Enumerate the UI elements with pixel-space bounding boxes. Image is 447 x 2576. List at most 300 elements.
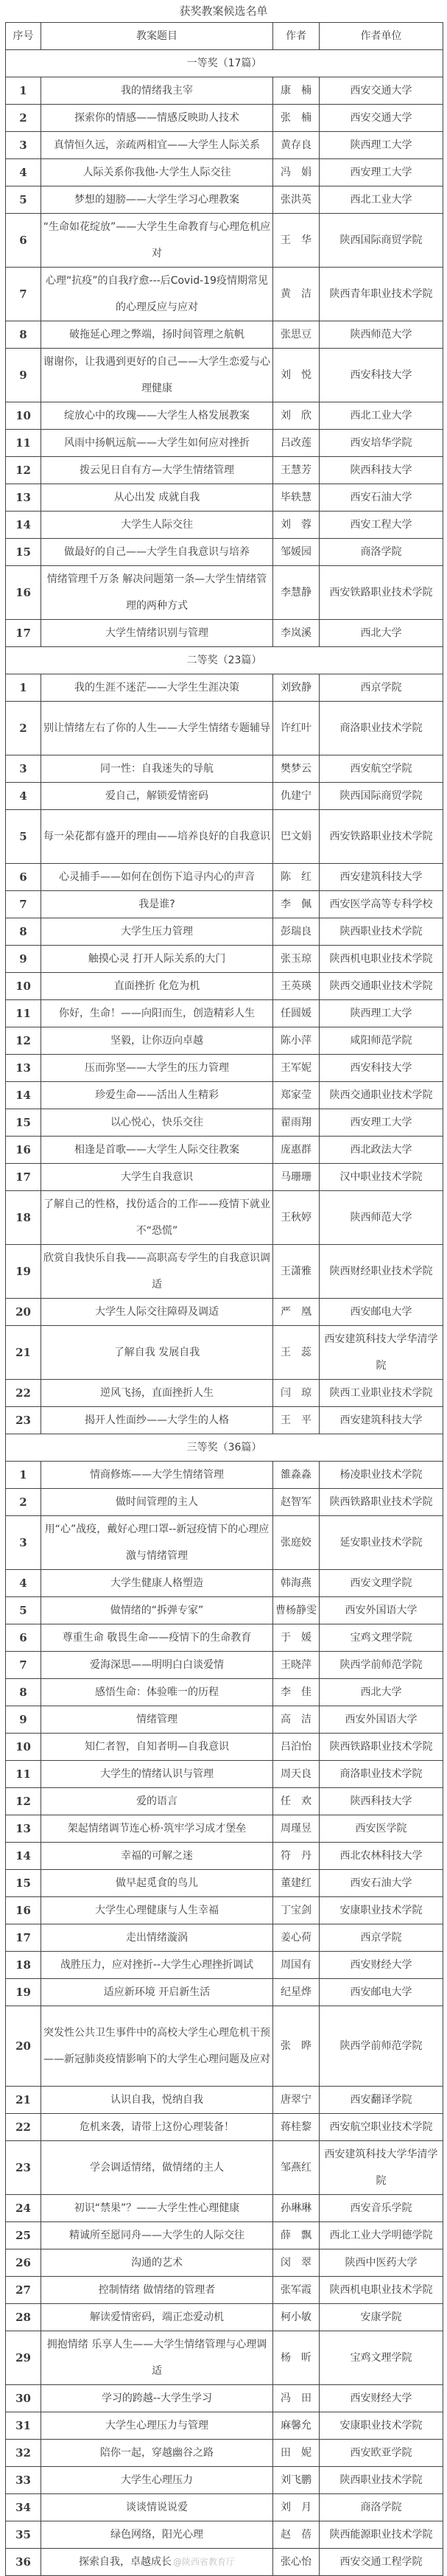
row-number: 9 (6, 1706, 41, 1734)
row-number: 17 (6, 620, 41, 647)
table-row (6, 77, 443, 105)
row-number: 8 (6, 321, 41, 349)
row-number: 11 (6, 1000, 41, 1027)
lesson-title: 绽放心中的玫瑰——大学生人格发展教案 (41, 402, 273, 430)
author-unit: 西安科技大学 (320, 349, 443, 402)
row-number: 10 (6, 1734, 41, 1761)
author-unit: 安康职业技术学院 (320, 1897, 443, 1924)
table-row (6, 1706, 443, 1734)
author-name: 曹杨静雯 (273, 1597, 320, 1624)
table-row (6, 1679, 443, 1706)
author-unit: 西安医学高等专科学校 (320, 891, 443, 918)
lesson-title: 风雨中扬帆远航——大学生如何应对挫折 (41, 430, 273, 457)
author-name: 刘 欣 (273, 402, 320, 430)
author-name: 张 晔 (273, 2006, 320, 2087)
table-row (6, 2222, 443, 2249)
row-number: 3 (6, 755, 41, 783)
lesson-title: 做早起觅食的鸟儿 (41, 1870, 273, 1897)
table-row (6, 2249, 443, 2277)
row-number: 7 (6, 891, 41, 918)
table-row (6, 1516, 443, 1570)
row-number: 5 (6, 1597, 41, 1624)
table-row (6, 2304, 443, 2331)
lesson-title: 梦想的翅膀——大学生学习心理教案 (41, 186, 273, 214)
author-unit: 西北农林科技大学 (320, 1843, 443, 1870)
section-label: 二等奖（23篇） (6, 647, 443, 674)
lesson-title: 了解自己的性格，找份适合的工作——疫情下就业不“恐慌” (41, 1191, 273, 1245)
table-row (6, 1462, 443, 1489)
row-number: 5 (6, 810, 41, 864)
table-row (6, 1979, 443, 2006)
row-number: 1 (6, 674, 41, 702)
author-unit: 陕西科技大学 (320, 1788, 443, 1815)
row-number: 33 (6, 2467, 41, 2494)
row-number: 10 (6, 402, 41, 430)
author-unit: 商洛学院 (320, 2494, 443, 2521)
section-header-row (6, 1434, 443, 1462)
author-unit: 西安铁路职业技术学院 (320, 810, 443, 864)
table-row (6, 1380, 443, 1407)
lesson-title: 大学生心理健康与人生幸福 (41, 1897, 273, 1924)
lesson-title: 破拖延心理之弊端，扬时间管理之航帆 (41, 321, 273, 349)
column-header-title: 教案题目 (41, 23, 273, 50)
author-name: 任 欢 (273, 1788, 320, 1815)
table-row (6, 1870, 443, 1897)
author-unit: 陕西职业技术学院 (320, 2467, 443, 2494)
author-unit: 西北大学 (320, 620, 443, 647)
author-unit: 陕西机电职业技术学院 (320, 946, 443, 973)
lesson-title: 大学生人际交往障碍及调适 (41, 1299, 273, 1326)
table-row (6, 566, 443, 620)
author-name: 张洪英 (273, 186, 320, 214)
author-unit: 西京学院 (320, 1924, 443, 1952)
lesson-title: 大学生压力管理 (41, 918, 273, 946)
lesson-title: 认识自我，悦纳自我 (41, 2087, 273, 2114)
section-label: 三等奖（36篇） (6, 1434, 443, 1462)
lesson-title: 学会调适情绪，做情绪的主人 (41, 2141, 273, 2195)
row-number: 5 (6, 186, 41, 214)
lesson-title: 揭开人性面纱——大学生的人格 (41, 1407, 273, 1434)
table-row (6, 430, 443, 457)
row-number: 9 (6, 349, 41, 402)
author-name: 丁宝剑 (273, 1897, 320, 1924)
author-unit: 陕西青年职业技术学院 (320, 268, 443, 321)
author-name: 张 楠 (273, 105, 320, 132)
lesson-title: 走出情绪漩涡 (41, 1924, 273, 1952)
lesson-title: 每一朵花都有盛开的理由——培养良好的自我意识 (41, 810, 273, 864)
lesson-title: 大学生心理压力与管理 (41, 2412, 273, 2440)
lesson-title: 相逢是首歌——大学生人际交往教案 (41, 1137, 273, 1164)
lesson-title: 谈谈情说说爱 (41, 2494, 273, 2521)
row-number: 36 (6, 2549, 41, 2576)
author-name: 李 佩 (273, 891, 320, 918)
author-name: 王慧芳 (273, 457, 320, 484)
author-unit: 西安理工大学 (320, 1109, 443, 1137)
author-unit: 西安铁路职业技术学院 (320, 566, 443, 620)
table-row (6, 2385, 443, 2412)
author-name: 黄存良 (273, 132, 320, 159)
lesson-title: 探索自我，卓越成长 @陕西省教育厅 (41, 2549, 273, 2576)
author-unit: 陕西师范大学 (320, 1191, 443, 1245)
author-unit: 西安外国语大学 (320, 1706, 443, 1734)
author-unit: 西安邮电大学 (320, 1299, 443, 1326)
lesson-title: 爱自己，解锁爱情密码 (41, 783, 273, 810)
section-header-row (6, 647, 443, 674)
row-number: 32 (6, 2440, 41, 2467)
author-unit: 陕西机电职业技术学院 (320, 2277, 443, 2304)
lesson-title: 尊重生命 敬畏生命——疫情下的生命教育 (41, 1624, 273, 1652)
table-row (6, 2331, 443, 2385)
author-unit: 西安建筑科技大学 (320, 864, 443, 891)
row-number: 31 (6, 2412, 41, 2440)
author-unit: 陕西职业技术学院 (320, 918, 443, 946)
table-row (6, 1652, 443, 1679)
lesson-title: 了解自我 发展自我 (41, 1326, 273, 1380)
row-number: 1 (6, 77, 41, 105)
lesson-title: 大学生人际交往 (41, 512, 273, 539)
row-number: 7 (6, 268, 41, 321)
author-name: 陈小萍 (273, 1027, 320, 1055)
author-name: 麻馨允 (273, 2412, 320, 2440)
lesson-title: 用“心”战疫，戴好心理口罩--新冠疫情下的心理应激与情绪管理 (41, 1516, 273, 1570)
table-row (6, 1109, 443, 1137)
table-row (6, 1191, 443, 1245)
author-name: 闫 琼 (273, 1380, 320, 1407)
table-row (6, 1000, 443, 1027)
author-unit: 陕西科技大学 (320, 457, 443, 484)
column-header-unit: 作者单位 (320, 23, 443, 50)
author-name: 张心怡 (273, 2549, 320, 2576)
author-unit: 宝鸡文理学院 (320, 2331, 443, 2385)
author-name: 王 平 (273, 1407, 320, 1434)
author-name: 吕改莲 (273, 430, 320, 457)
row-number: 23 (6, 2141, 41, 2195)
table-row (6, 2440, 443, 2467)
lesson-title: 解读爱情密码，端正恋爱动机 (41, 2304, 273, 2331)
author-name: 姜心荷 (273, 1924, 320, 1952)
lesson-title: 直面挫折 化危为机 (41, 973, 273, 1000)
table-row (6, 1815, 443, 1843)
table-row (6, 864, 443, 891)
author-name: 杨 昕 (273, 2331, 320, 2385)
table-row (6, 321, 443, 349)
author-name: 刘 悦 (273, 349, 320, 402)
author-name: 严 凰 (273, 1299, 320, 1326)
author-name: 王 蕊 (273, 1326, 320, 1380)
lesson-title: 拨云见日自有方—大学生情绪管理 (41, 457, 273, 484)
row-number: 14 (6, 1082, 41, 1109)
table-row (6, 1570, 443, 1597)
table-row (6, 1952, 443, 1979)
table-row (6, 1055, 443, 1082)
author-name: 康 楠 (273, 77, 320, 105)
author-unit: 西安邮电大学 (320, 1979, 443, 2006)
row-number: 15 (6, 539, 41, 566)
lesson-title: 战胜压力，应对挫折--大学生心理挫折调试 (41, 1952, 273, 1979)
author-name: 柯小敏 (273, 2304, 320, 2331)
author-unit: 陕西国际商贸学院 (320, 214, 443, 268)
row-number: 10 (6, 973, 41, 1000)
row-number: 2 (6, 1489, 41, 1516)
row-number: 6 (6, 864, 41, 891)
row-number: 6 (6, 1624, 41, 1652)
author-name: 李 佳 (273, 1679, 320, 1706)
author-name: 符 丹 (273, 1843, 320, 1870)
lesson-title: 情绪管理 (41, 1706, 273, 1734)
row-number: 27 (6, 2277, 41, 2304)
author-unit: 延安职业技术学院 (320, 1516, 443, 1570)
author-unit: 安康职业技术学院 (320, 2412, 443, 2440)
author-unit: 陕西交通职业技术学院 (320, 973, 443, 1000)
author-unit: 陕西学前师范学院 (320, 2006, 443, 2087)
column-header-number: 序号 (6, 23, 41, 50)
row-number: 8 (6, 918, 41, 946)
row-number: 14 (6, 512, 41, 539)
table-row (6, 783, 443, 810)
author-name: 刘致静 (273, 674, 320, 702)
row-number: 11 (6, 430, 41, 457)
author-unit: 西安建筑科技大学华清学院 (320, 2141, 443, 2195)
author-unit: 西安建筑科技大学华清学院 (320, 1326, 443, 1380)
table-row (6, 702, 443, 755)
author-name: 蒋桂黎 (273, 2114, 320, 2141)
table-row (6, 1164, 443, 1191)
row-number: 22 (6, 1380, 41, 1407)
table-row (6, 946, 443, 973)
author-unit: 西安音乐学院 (320, 2195, 443, 2222)
row-number: 18 (6, 1191, 41, 1245)
author-unit: 西安财经大学 (320, 1952, 443, 1979)
row-number: 22 (6, 2114, 41, 2141)
lesson-title: 欣赏自我快乐自我——高职高专学生的自我意识调适 (41, 1245, 273, 1299)
lesson-title: 珍爱生命——活出人生精彩 (41, 1082, 273, 1109)
lesson-title: 大学生情绪识别与管理 (41, 620, 273, 647)
author-unit: 西北政法大学 (320, 1137, 443, 1164)
author-unit: 陕西能源职业技术学院 (320, 2521, 443, 2549)
author-unit: 宝鸡文理学院 (320, 1624, 443, 1652)
author-unit: 西安航空职业技术学院 (320, 2114, 443, 2141)
row-number: 14 (6, 1843, 41, 1870)
row-number: 13 (6, 1055, 41, 1082)
row-number: 3 (6, 1516, 41, 1570)
author-name: 马珊珊 (273, 1164, 320, 1191)
author-name: 刘飞鹏 (273, 2467, 320, 2494)
table-row (6, 484, 443, 512)
author-name: 王军妮 (273, 1055, 320, 1082)
document-title: 获奖教案候选名单 (179, 4, 268, 18)
row-number: 23 (6, 1407, 41, 1434)
author-unit: 西北工业大学明德学院 (320, 2222, 443, 2249)
author-name: 郑家莹 (273, 1082, 320, 1109)
author-name: 田 妮 (273, 2440, 320, 2467)
author-unit: 西北工业大学 (320, 186, 443, 214)
table-row (6, 1489, 443, 1516)
row-number: 13 (6, 1815, 41, 1843)
lesson-title: 感悟生命：体验唯一的历程 (41, 1679, 273, 1706)
author-unit: 陕西工业职业技术学院 (320, 1380, 443, 1407)
table-row (6, 512, 443, 539)
lesson-title: 学习的跨越--大学生学习 (41, 2385, 273, 2412)
row-number: 15 (6, 1109, 41, 1137)
author-unit: 陕西中医药大学 (320, 2249, 443, 2277)
row-number: 35 (6, 2521, 41, 2549)
row-number: 24 (6, 2195, 41, 2222)
author-name: 巴文娟 (273, 810, 320, 864)
table-row (6, 539, 443, 566)
table-row (6, 1761, 443, 1788)
table-row (6, 2114, 443, 2141)
author-name: 张玉琼 (273, 946, 320, 973)
author-unit: 西安医学院 (320, 1815, 443, 1843)
lesson-title: 你好，生命！——向阳而生，创造精彩人生 (41, 1000, 273, 1027)
author-unit: 安康学院 (320, 2304, 443, 2331)
table-row (6, 918, 443, 946)
table-row (6, 1082, 443, 1109)
lesson-title: 探索你的情感——情感反映助人技术 (41, 105, 273, 132)
row-number: 2 (6, 702, 41, 755)
author-name: 邹燕红 (273, 2141, 320, 2195)
author-unit: 西安石油大学 (320, 1870, 443, 1897)
author-name: 刘 月 (273, 2494, 320, 2521)
lesson-title: 陪你一起，穿越幽谷之路 (41, 2440, 273, 2467)
author-unit: 西安航空学院 (320, 755, 443, 783)
row-number: 11 (6, 1761, 41, 1788)
lesson-title: 做最好的自己——大学生自我意识与培养 (41, 539, 273, 566)
section-label: 一等奖（17篇） (6, 50, 443, 77)
row-number: 18 (6, 1952, 41, 1979)
table-row (6, 2087, 443, 2114)
lesson-title: 我的生涯不迷茫——大学生生涯决策 (41, 674, 273, 702)
author-name: 纪星烨 (273, 1979, 320, 2006)
lesson-title: 知仁者智，自知者明—自我意识 (41, 1734, 273, 1761)
lesson-title: 做情绪的“拆弹专家” (41, 1597, 273, 1624)
author-name: 周瑾昱 (273, 1815, 320, 1843)
table-row (6, 674, 443, 702)
author-name: 韩海燕 (273, 1570, 320, 1597)
table-row (6, 2521, 443, 2549)
lesson-title: 逆风飞扬，直面挫折人生 (41, 1380, 273, 1407)
table-row (6, 2006, 443, 2087)
row-number: 20 (6, 2006, 41, 2087)
table-row (6, 1299, 443, 1326)
author-name: 邹媛园 (273, 539, 320, 566)
row-number: 12 (6, 1788, 41, 1815)
row-number: 1 (6, 1462, 41, 1489)
author-unit: 西安石油大学 (320, 484, 443, 512)
lesson-title: 沟通的艺术 (41, 2249, 273, 2277)
row-number: 9 (6, 946, 41, 973)
author-name: 薛 飘 (273, 2222, 320, 2249)
table-header-row (6, 23, 443, 50)
column-header-author: 作者 (273, 23, 320, 50)
table-row (6, 132, 443, 159)
row-number: 21 (6, 1326, 41, 1380)
table-row (6, 1734, 443, 1761)
lesson-title: 突发性公共卫生事件中的高校大学生心理危机干预——新冠肺炎疫情影响下的大学生心理问题及应对 (41, 2006, 273, 2087)
table-row (6, 755, 443, 783)
lesson-title: 从心出发 成就自我 (41, 484, 273, 512)
table-row (6, 2277, 443, 2304)
lesson-title: 心灵捕手——如何在创伤下追寻内心的声音 (41, 864, 273, 891)
author-unit: 陕西铁路职业技术学院 (320, 1734, 443, 1761)
author-name: 高 洁 (273, 1706, 320, 1734)
author-name: 雒淼淼 (273, 1462, 320, 1489)
author-unit: 西安文理学院 (320, 1570, 443, 1597)
author-name: 张庭姣 (273, 1516, 320, 1570)
author-unit: 陕西财经职业技术学院 (320, 1245, 443, 1299)
author-unit: 咸阳师范学院 (320, 1027, 443, 1055)
lesson-title: 爱的语言 (41, 1788, 273, 1815)
author-unit: 汉中职业技术学院 (320, 1164, 443, 1191)
author-unit: 西安建筑科技大学 (320, 1407, 443, 1434)
row-number: 12 (6, 1027, 41, 1055)
row-number: 17 (6, 1164, 41, 1191)
watermark-text: @陕西省教育厅 (172, 2556, 235, 2567)
section-header-row (6, 50, 443, 77)
table-row (6, 2549, 443, 2576)
table-row (6, 2494, 443, 2521)
lesson-title: 大学生健康人格塑造 (41, 1570, 273, 1597)
table-row (6, 620, 443, 647)
author-name: 于 媛 (273, 1624, 320, 1652)
author-name: 唐翠宁 (273, 2087, 320, 2114)
author-unit: 杨凌职业技术学院 (320, 1462, 443, 1489)
lesson-title: 压而弥坚——大学生的压力管理 (41, 1055, 273, 1082)
author-unit: 西安培华学院 (320, 430, 443, 457)
lesson-title: 幸福的可解之迷 (41, 1843, 273, 1870)
table-row (6, 1407, 443, 1434)
table-row (6, 457, 443, 484)
author-name: 王潇雅 (273, 1245, 320, 1299)
lesson-title: 情商修炼——大学生情绪管理 (41, 1462, 273, 1489)
row-number: 26 (6, 2249, 41, 2277)
author-name: 仇建宁 (273, 783, 320, 810)
author-name: 冯 田 (273, 2385, 320, 2412)
author-name: 赵 蓓 (273, 2521, 320, 2549)
author-name: 周国有 (273, 1952, 320, 1979)
lesson-title: 同一性：自我迷失的导航 (41, 755, 273, 783)
table-row (6, 1624, 443, 1652)
lesson-title: 大学生自我意识 (41, 1164, 273, 1191)
author-unit: 陕西交通职业技术学院 (320, 1082, 443, 1109)
table-row (6, 2195, 443, 2222)
row-number: 12 (6, 457, 41, 484)
lesson-title: 危机来袭，请带上这份心理装备！ (41, 2114, 273, 2141)
award-candidates-table (5, 22, 443, 2576)
author-name: 刘 蓉 (273, 512, 320, 539)
row-number: 17 (6, 1924, 41, 1952)
author-unit: 陕西理工大学 (320, 132, 443, 159)
author-unit: 西安理工大学 (320, 159, 443, 186)
author-name: 闵 翠 (273, 2249, 320, 2277)
author-name: 毕轶慧 (273, 484, 320, 512)
row-number: 19 (6, 1245, 41, 1299)
lesson-title: 触摸心灵 打开人际关系的大门 (41, 946, 273, 973)
author-unit: 陕西师范大学 (320, 321, 443, 349)
author-unit: 西京学院 (320, 674, 443, 702)
lesson-title: 适应新环境 开启新生活 (41, 1979, 273, 2006)
author-name: 任圆媛 (273, 1000, 320, 1027)
table-row (6, 105, 443, 132)
lesson-title: 人际关系你我他-大学生人际交往 (41, 159, 273, 186)
author-unit: 西安外国语大学 (320, 1597, 443, 1624)
row-number: 4 (6, 783, 41, 810)
lesson-title: 大学生心理压力 (41, 2467, 273, 2494)
author-unit: 西安财经大学 (320, 2385, 443, 2412)
author-name: 张军霞 (273, 2277, 320, 2304)
table-row (6, 349, 443, 402)
author-name: 吕泊怡 (273, 1734, 320, 1761)
